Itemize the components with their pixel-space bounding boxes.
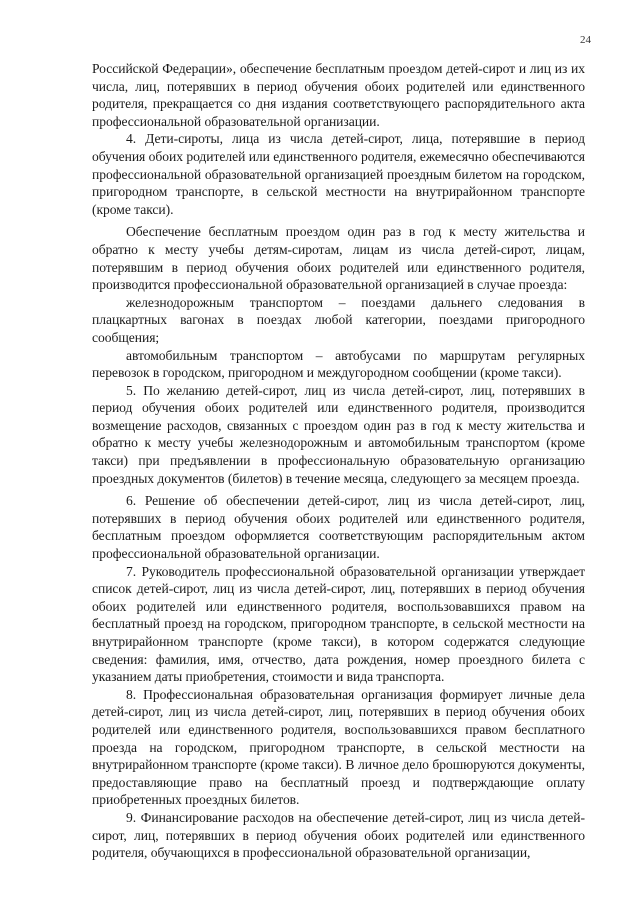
paragraph-item-6: 6. Решение об обеспечении детей-сирот, лиц из числа детей-сирот, лиц, потерявших в период обучения обоих родителей или единственного родителя, бесплатным проездом оформляется соответствующим распорядительным актом профессиональной образовательной организации. (92, 493, 585, 562)
paragraph-item-4: 4. Дети-сироты, лица из числа детей-сирот, лица, потерявшие в период обучения обоих родителей или единственного родителя, ежемесячно обеспечиваются профессиональной образовательной организацией проездным билетом на городском, пригородном транспорте, в сельской местности на внутрирайонном транспорте (кроме такси). (92, 131, 585, 217)
document-body (92, 60, 585, 862)
page-number: 24 (580, 34, 591, 46)
paragraph-railway-transport: железнодорожным транспортом – поездами дальнего следования в плацкартных вагонах в поездах любой категории, поездами пригородного сообщения; (92, 294, 585, 345)
paragraph-item-8: 8. Профессиональная образовательная организация формирует личные дела детей-сирот, лиц из числа детей-сирот, лиц, потерявших в период обучения обоих родителей или единственного родителя, воспользовавшихся правом бесплатного проезда на городском, пригородном транспорте, в сельской местности на внутрирайонном транспорте (кроме такси). В личное дело брошюруются документы, предоставляющие право на бесплатный проезд и подтверждающие оплату приобретенных проездных билетов. (92, 686, 585, 808)
paragraph-travel-provision: Обеспечение бесплатным проездом один раз в год к месту жительства и обратно к месту учебы детям-сиротам, лицам из числа детей-сирот, лицам, потерявшим в период обучения обоих родителей или единственного родителя, производится профессиональной образовательной организацией в случае проезда: (92, 224, 585, 293)
paragraph-continuation: Российской Федерации», обеспечение бесплатным проездом детей-сирот и лиц из их числа, лиц, потерявших в период обучения обоих родителей или единственного родителя, прекращается со дня издания соответствующего распорядительного акта профессиональной образовательной организации. (92, 61, 585, 129)
paragraph-item-9: 9. Финансирование расходов на обеспечение детей-сирот, лиц из числа детей-сирот, лиц, потерявших в период обучения обоих родителей или единственного родителя, обучающихся в профессиональной образовательной организации, (92, 809, 585, 861)
paragraph-item-5: 5. По желанию детей-сирот, лиц из числа детей-сирот, лиц, потерявших в период обучения обоих родителей или единственного родителя, производится возмещение расходов, связанных с проездом один раз в год к месту жительства и обратно к месту учебы железнодорожным и автомобильным транспортом (кроме такси) при предъявлении в профессиональную образовательную организацию проездных документов (билетов) в течение месяца, следующего за месяцем проезда. (92, 382, 585, 486)
paragraph-item-7: 7. Руководитель профессиональной образовательной организации утверждает список детей-сирот, лиц из числа детей-сирот, лиц, потерявших в период обучения обоих родителей или единственного родителя, воспользовавшихся правом на бесплатный проезд на городском, пригородном транспорте, в сельской местности на внутрирайонном транспорте (кроме такси), в котором содержатся следующие сведения: фамилия, имя, отчество, дата рождения, номер проездного билета с указанием даты приобретения, стоимости и вида транспорта. (92, 563, 585, 685)
paragraph-road-transport: автомобильным транспортом – автобусами по маршрутам регулярных перевозок в городском, пригородном и междугородном сообщении (кроме такси). (92, 347, 585, 381)
